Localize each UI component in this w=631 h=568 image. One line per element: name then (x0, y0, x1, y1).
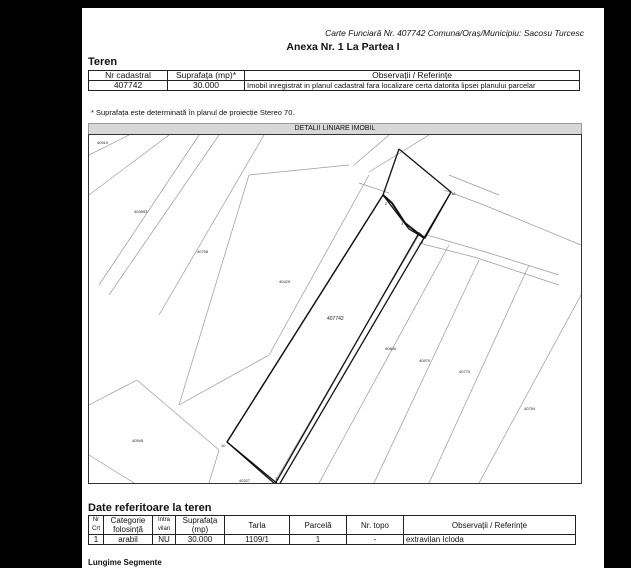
cell-nr-topo: - (347, 535, 404, 545)
vertex-label-2: 2 (385, 201, 388, 206)
col-nr-topo: Nr. topo (347, 516, 404, 535)
vertex-label-3: 3 (401, 221, 404, 226)
date-teren-table (88, 515, 576, 545)
cadastral-map (88, 134, 582, 484)
parcel-label-40327: 40327 (239, 478, 251, 483)
cell-suprafata: 30.000 (176, 535, 225, 545)
vertex-label-4: 4 (421, 239, 424, 244)
col-tarla: Tarla (225, 516, 290, 535)
cell-observatii: extravilan Icloda (404, 535, 576, 545)
parcel-label-40754: 40754 (524, 406, 536, 411)
vertex-label-12: 12 (451, 191, 456, 196)
document-page (82, 8, 604, 568)
cell-nr-cadastral: 407742 (89, 81, 168, 91)
map-title: DETALII LINIARE IMOBIL (88, 123, 582, 135)
cell-observatii: Imobil inregistrat in planul cadastral fara localizare certa datorita lipsei planului parcelar (245, 81, 580, 91)
table-row (89, 81, 580, 91)
col-observatii: Observații / Referințe (404, 516, 576, 535)
table-header-row (89, 71, 580, 81)
col-suprafata: Suprafața (mp)* (168, 71, 245, 81)
col-categorie: Categorie folosință (104, 516, 153, 535)
vertex-label-10: 10 (221, 443, 226, 448)
parcel-label-40910: 40910 (97, 140, 109, 145)
date-teren-heading: Date referitoare la teren (88, 502, 212, 514)
parcel-label-403993: 403993 (134, 209, 148, 214)
cell-categorie: arabil (104, 535, 153, 545)
parcel-label-40970: 40970 (419, 358, 431, 363)
table-row (89, 535, 576, 545)
col-nr-cadastral: Nr cadastral (89, 71, 168, 81)
vertex-label-11: 11 (275, 476, 280, 481)
col-intravilan: Intra vilan (153, 516, 176, 535)
annex-title: Anexa Nr. 1 La Partea I (286, 41, 400, 53)
teren-table (88, 70, 580, 91)
map-drawing (89, 135, 581, 483)
col-suprafata: Suprafața (mp) (176, 516, 225, 535)
cell-nr-crt: 1 (89, 535, 104, 545)
table-header-row (89, 516, 576, 535)
parcel-label-40545: 40545 (132, 438, 144, 443)
parcel-label-407742: 407742 (327, 316, 344, 322)
cell-intravilan: NU (153, 535, 176, 545)
surface-note: * Suprafața este determinată în planul de proiecție Stereo 70. (91, 108, 295, 117)
col-observatii: Observații / Referințe (245, 71, 580, 81)
document-header: Carte Funciară Nr. 407742 Comuna/Oraș/Municipiu: Sacosu Turcesc (325, 28, 584, 38)
parcel-label-40429: 40429 (279, 279, 291, 284)
cell-suprafata: 30.000 (168, 81, 245, 91)
teren-heading: Teren (88, 56, 118, 68)
col-nr-crt: Nr Crt (89, 516, 104, 535)
lungime-segmente-heading: Lungime Segmente (88, 558, 162, 567)
parcel-label-40758: 40758 (197, 249, 209, 254)
col-parcela: Parcelă (290, 516, 347, 535)
parcel-label-40770: 40770 (459, 369, 471, 374)
cell-tarla: 1109/1 (225, 535, 290, 545)
parcel-label-40840: 40840 (385, 346, 397, 351)
cell-parcela: 1 (290, 535, 347, 545)
